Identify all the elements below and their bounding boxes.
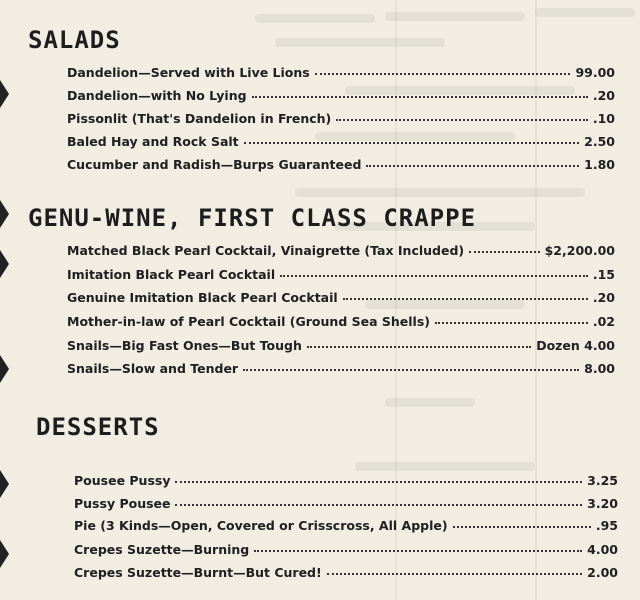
section-title-desserts: DESSERTS (36, 413, 160, 441)
menu-item (74, 565, 618, 580)
menu-item (67, 243, 615, 258)
item-name: Pussy Pousee (74, 496, 171, 511)
item-name: Baled Hay and Rock Salt (67, 134, 239, 149)
section-title-salads: SALADS (28, 26, 121, 54)
dot-leader (175, 502, 582, 506)
dot-leader (307, 344, 531, 348)
dot-leader (327, 571, 582, 575)
item-name: Pie (3 Kinds—Open, Covered or Crisscross, All Apple) (74, 518, 448, 533)
item-name: Pousee Pussy (74, 473, 171, 488)
section-title-crappe: GENU-WINE, FIRST CLASS CRAPPE (28, 204, 477, 232)
item-price: 1.80 (584, 157, 615, 172)
item-price: .95 (595, 518, 618, 533)
dot-leader (453, 524, 591, 528)
item-price: 3.25 (587, 473, 618, 488)
item-price: 8.00 (584, 361, 615, 376)
item-price: Dozen 4.00 (536, 338, 615, 353)
item-price: 4.00 (587, 542, 618, 557)
menu-item (67, 267, 615, 282)
menu-item (67, 88, 615, 103)
menu-item (74, 518, 618, 533)
item-name: Dandelion—Served with Live Lions (67, 65, 310, 80)
item-price: .20 (592, 290, 615, 305)
dot-leader (244, 140, 580, 144)
item-name: Pissonlit (That's Dandelion in French) (67, 111, 332, 126)
dot-leader (243, 367, 579, 371)
item-price: .20 (592, 88, 615, 103)
item-price: 2.50 (584, 134, 615, 149)
dot-leader (175, 479, 582, 483)
dot-leader (336, 117, 588, 121)
item-price: 99.00 (575, 65, 615, 80)
menu-item (74, 473, 618, 488)
menu-item (74, 542, 618, 557)
menu-item (67, 290, 615, 305)
item-price: 2.00 (587, 565, 618, 580)
menu-item (74, 496, 618, 511)
dot-leader (315, 71, 571, 75)
item-name: Genuine Imitation Black Pearl Cocktail (67, 290, 338, 305)
menu-item (67, 338, 615, 353)
menu-item (67, 111, 615, 126)
item-price: $2,200.00 (544, 243, 615, 258)
dot-leader (435, 320, 588, 324)
menu-item (67, 361, 615, 376)
item-name: Mother-in-law of Pearl Cocktail (Ground Sea Shells) (67, 314, 430, 329)
item-name: Dandelion—with No Lying (67, 88, 247, 103)
item-name: Crepes Suzette—Burning (74, 542, 250, 557)
dot-leader (469, 249, 539, 253)
border-ornament (0, 0, 14, 600)
menu-item (67, 65, 615, 80)
menu-item (67, 314, 615, 329)
dot-leader (252, 94, 588, 98)
item-name: Crepes Suzette—Burnt—But Cured! (74, 565, 322, 580)
dot-leader (366, 163, 579, 167)
item-name: Imitation Black Pearl Cocktail (67, 267, 276, 282)
dot-leader (254, 548, 582, 552)
menu-item (67, 157, 615, 172)
item-name: Snails—Slow and Tender (67, 361, 239, 376)
item-price: .02 (592, 314, 615, 329)
dot-leader (343, 296, 588, 300)
item-price: .15 (592, 267, 615, 282)
dot-leader (280, 273, 588, 277)
item-price: .10 (592, 111, 615, 126)
item-price: 3.20 (587, 496, 618, 511)
menu-item (67, 134, 615, 149)
item-name: Cucumber and Radish—Burps Guaranteed (67, 157, 362, 172)
item-name: Snails—Big Fast Ones—But Tough (67, 338, 302, 353)
item-name: Matched Black Pearl Cocktail, Vinaigrette (Tax Included) (67, 243, 465, 258)
